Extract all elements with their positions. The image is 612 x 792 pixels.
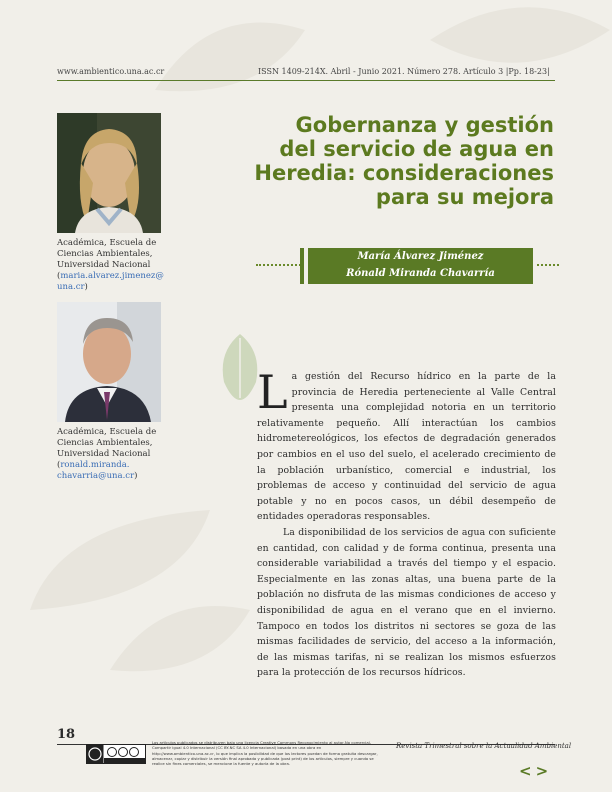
journal-name: Revista Trimestral sobre la Actualidad Ambiental	[396, 742, 572, 750]
header-divider	[57, 80, 555, 81]
caption-line: Ciencias Ambientales,	[57, 249, 153, 259]
previous-page-arrow-icon[interactable]: <	[519, 762, 536, 780]
email-line	[57, 471, 167, 482]
author-caption-1	[57, 238, 167, 293]
license-notice: Los artículos publicados se distribuyen bajo una licencia Creative Commons Reconocimiento al autor-No comercial-Compartir igual 4.0 Internacional (CC BY-NC SA 4.0 Internacional) basada en una obra en http://www.ambientico.una.ac.cr, lo que implica la posibilidad de que los lectores puedan de forma gratuita descargar, almacenar, copiar y distribuir la versión final aprobada y publicada (post print) de los artículos, siempre y cuando se realice sin fines comerciales, se mencione la fuente y autoría de la obra.	[152, 740, 378, 767]
next-page-arrow-icon[interactable]: >	[535, 762, 553, 780]
header-website: www.ambientico.una.ac.cr	[57, 67, 165, 76]
author-box	[308, 248, 533, 284]
caption-line: Académica, Escuela de	[57, 238, 157, 248]
dotted-rule-right	[537, 264, 559, 266]
email-paren-close: )	[84, 282, 88, 292]
paragraph: La disponibilidad de los servicios de agua con suficiente en cantidad, con calidad y de forma continua, presenta una considerable variabilidad a través del tiempo y el espacio. Especialmente en las zonas altas, una buena parte de la población no disfruta de las mismas condiciones de acceso y disponibilidad de agua en el verano que en el invierno. Tampoco en todos los distritos ni sectores se goza de las mismas facilidades de servicio, del acceso a la información, de las mismas tarifas, ni se realizan los mismos esfuerzos para la protección de los recursos hídricos.	[257, 526, 556, 679]
creative-commons-badge[interactable]	[86, 744, 146, 764]
article-title	[230, 113, 554, 209]
header-issn: ISSN 1409-214X. Abril - Junio 2021. Número 278. Artículo 3 |Pp. 18-23|	[258, 67, 550, 76]
author-email-link-1[interactable]: maria.alvarez.jimenez@	[60, 271, 164, 281]
author-name: Rónald Miranda Chavarría	[346, 268, 495, 279]
email-line	[57, 271, 167, 282]
author-email-link-2-cont[interactable]: chavarria@una.cr	[57, 471, 135, 481]
caption-line: Universidad Nacional	[57, 449, 151, 459]
title-line: Gobernanza y gestión	[295, 113, 554, 137]
author-photo-2	[57, 302, 161, 422]
caption-line: Académica, Escuela de	[57, 427, 157, 437]
dotted-rule-left	[256, 264, 304, 266]
page-number: 18	[57, 727, 76, 742]
drop-cap: L	[257, 365, 288, 419]
monstera-leaf-decoration	[218, 332, 262, 402]
caption-line: Ciencias Ambientales,	[57, 438, 153, 448]
paragraph-text: a gestión del Recurso hídrico en la parte de la provincia de Heredia perteneciente al Valle Central presenta una complejidad notoria en un territorio relativamente pequeño. Allí interactúan los cambios hidrometereológicos, los efectos de degradación generados por cambios en el uso del suelo, el acelerado crecimiento de la población urbanístico, comercial e industrial, los problemas de acceso y continuidad del servicio de agua potable y no en pocos casos, un débil desempeño de entidades operadoras responsables.	[257, 371, 556, 523]
background-leaf-decoration	[150, 10, 310, 100]
email-line	[57, 282, 167, 293]
email-line	[57, 460, 167, 471]
email-paren-open: (	[57, 271, 61, 281]
title-line: Heredia: consideraciones	[254, 161, 554, 185]
author-photo-1	[57, 113, 161, 233]
title-line: del servicio de agua en	[279, 137, 554, 161]
author-email-link-2[interactable]: ronald.miranda.	[60, 460, 130, 470]
paragraph	[257, 365, 556, 525]
page-navigation	[519, 762, 552, 780]
title-line: para su mejora	[375, 185, 554, 209]
email-paren-open: (	[57, 460, 61, 470]
email-paren-close: )	[134, 471, 138, 481]
author-caption-2	[57, 427, 167, 482]
author-name: María Álvarez Jiménez	[357, 251, 484, 262]
author-box-edge	[300, 248, 304, 284]
background-leaf-decoration	[110, 590, 250, 680]
author-email-link-1-cont[interactable]: una.cr	[57, 282, 85, 292]
caption-line: Universidad Nacional	[57, 260, 151, 270]
article-body	[257, 365, 556, 681]
